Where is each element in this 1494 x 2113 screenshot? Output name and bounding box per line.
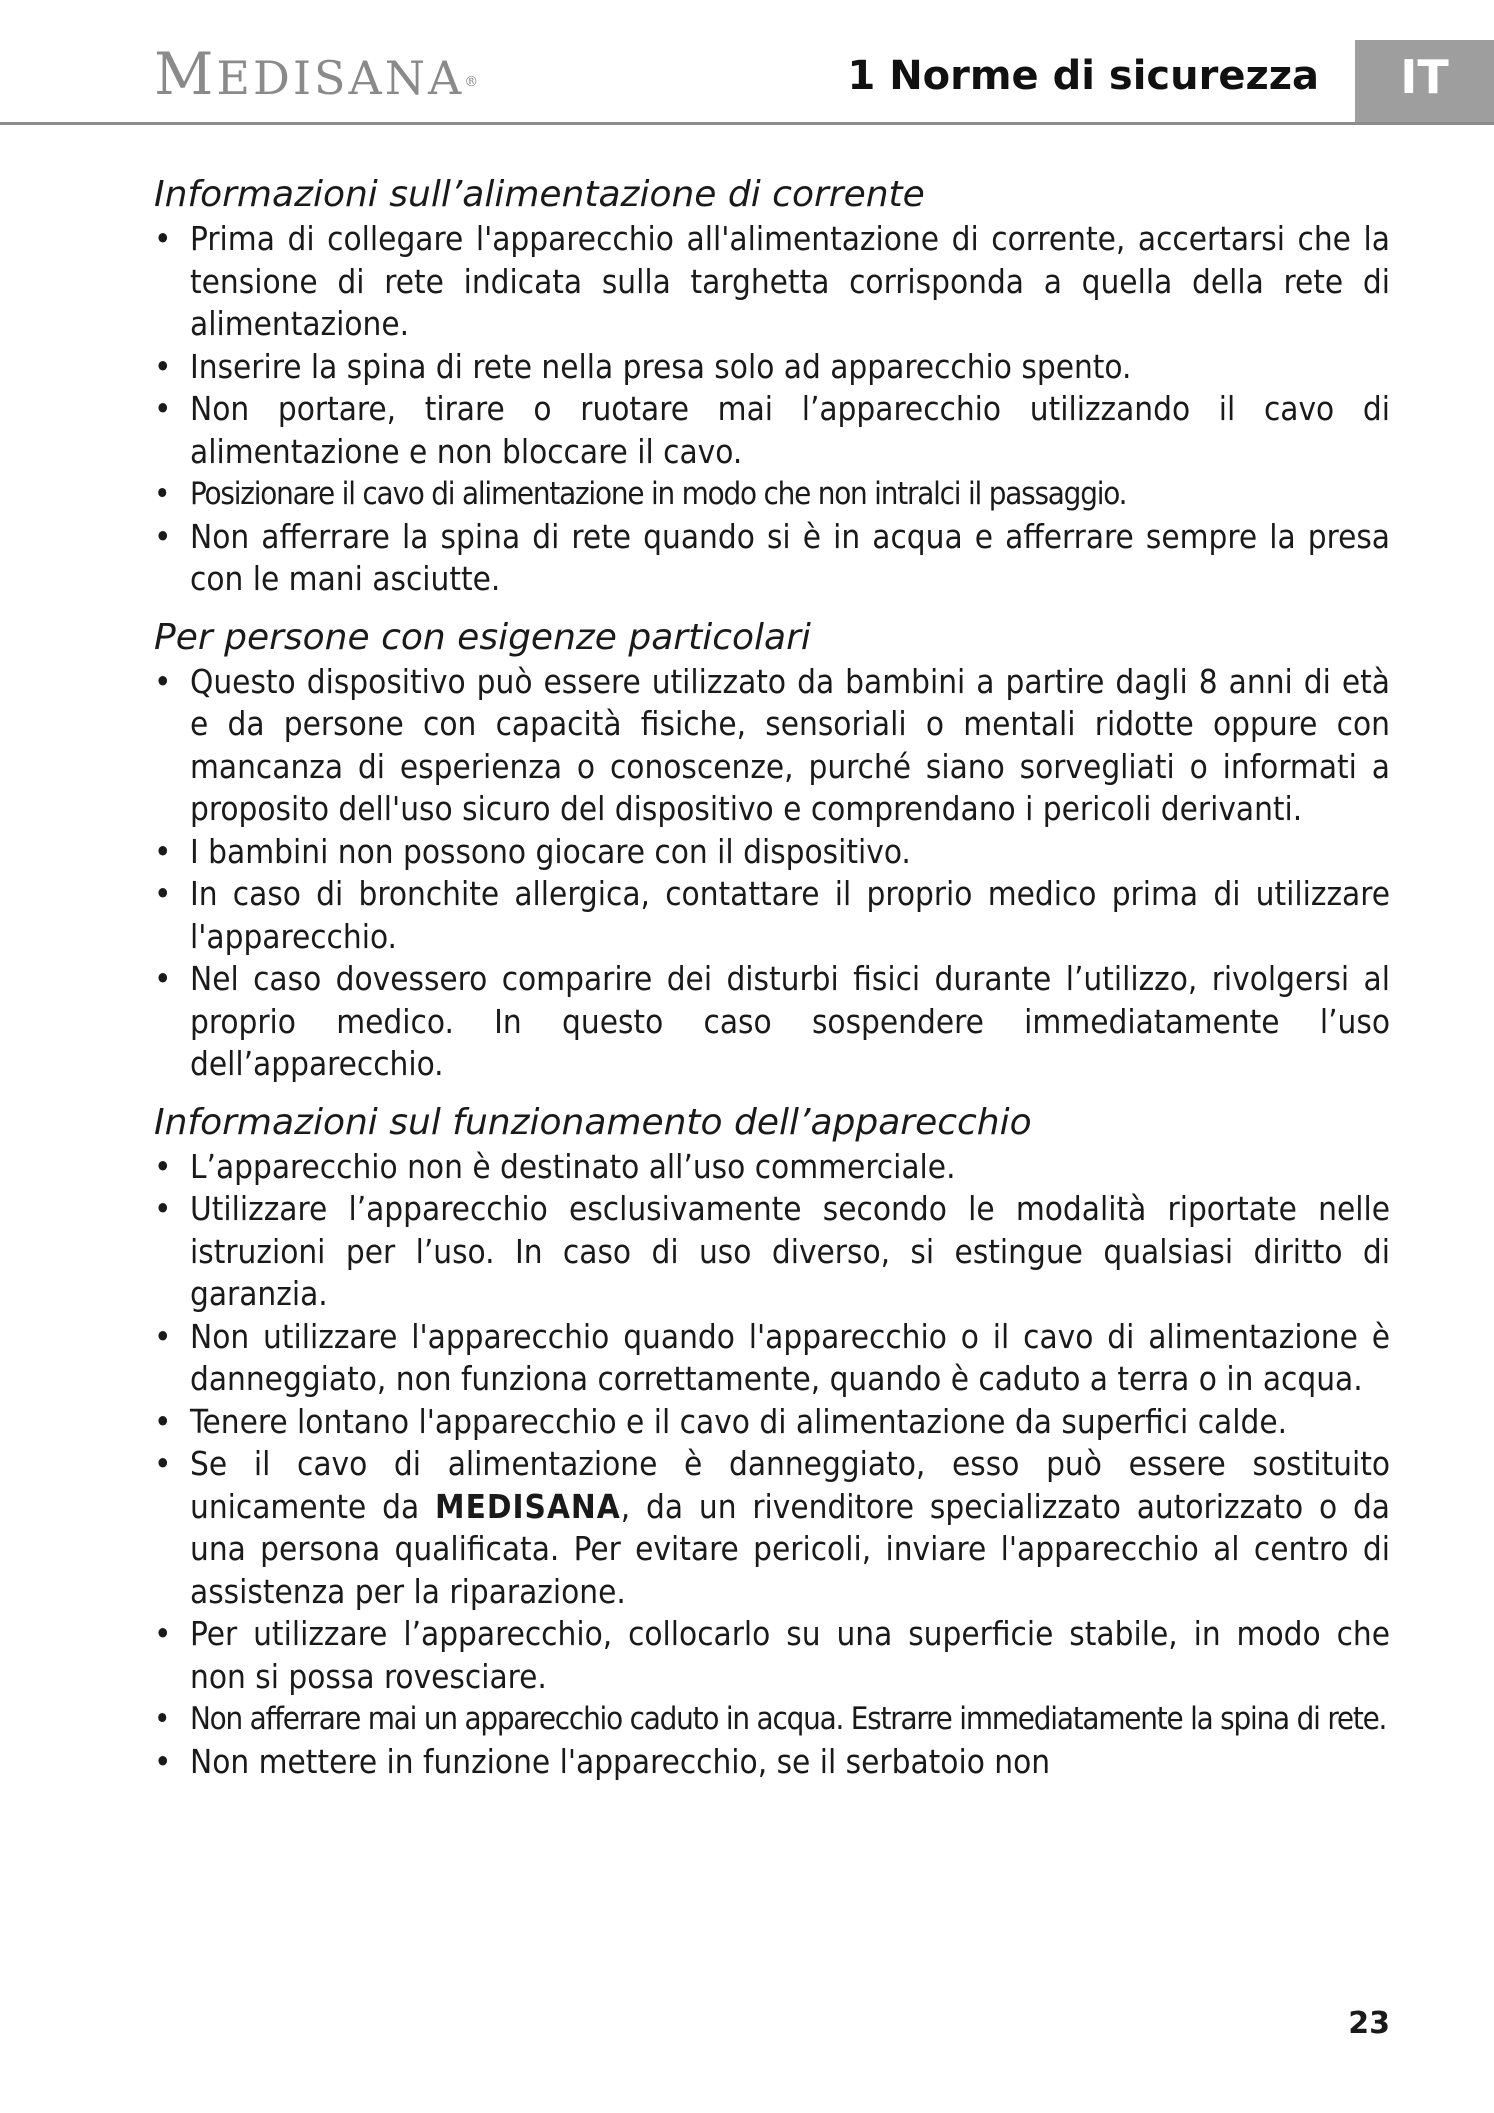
- list-item: • Utilizzare l’apparecchio esclusivamente secondo le modalità riportate nelle istruzioni per l’uso. In caso di uso diverso, si estingue qualsiasi diritto di garanzia.: [154, 1188, 1390, 1316]
- list-item: • Non mettere in funzione l'apparecchio, se il serbatoio non: [154, 1741, 1390, 1784]
- registered-mark: ®: [464, 74, 482, 90]
- bullet-list: [154, 218, 1390, 601]
- header-divider: [0, 122, 1494, 125]
- bullet-list: [154, 1146, 1390, 1784]
- section-title: 1 Norme di sicurezza: [847, 53, 1319, 99]
- logo-initial: M: [154, 40, 217, 108]
- section-heading: Informazioni sull’alimentazione di corrente: [154, 174, 925, 215]
- page-content: [154, 172, 1390, 1797]
- list-item: • L’apparecchio non è destinato all’uso commerciale.: [154, 1146, 1390, 1189]
- list-item: • Nel caso dovessero comparire dei disturbi fisici durante l’utilizzo, rivolgersi al proprio medico. In questo caso sospendere immediatamente l’uso dell’apparecchio.: [154, 958, 1390, 1086]
- list-item: • In caso di bronchite allergica, contattare il proprio medico prima di utilizzare l'apparecchio.: [154, 873, 1390, 958]
- section-heading: Informazioni sul funzionamento dell’apparecchio: [154, 1101, 1032, 1143]
- medisana-logo: [154, 40, 482, 108]
- list-item: • Questo dispositivo può essere utilizzato da bambini a partire dagli 8 anni di età e da persone con capacità fisiche, sensoriali o mentali ridotte oppure con mancanza di esperienza o conoscenze, purché siano sorvegliati o informati a proposito dell'uso sicuro del dispositivo e comprendano i pericoli derivanti.: [154, 661, 1390, 831]
- section-power-supply: [154, 172, 1390, 601]
- logo-rest: EDISANA: [216, 51, 465, 105]
- list-item: • Non portare, tirare o ruotare mai l’apparecchio utilizzando il cavo di alimentazione e non bloccare il cavo.: [154, 388, 1390, 473]
- list-item: • Non afferrare la spina di rete quando si è in acqua e afferrare sempre la presa con le mani asciutte.: [154, 516, 1390, 601]
- section-special-needs: [154, 615, 1390, 1086]
- text-after-brand: , da un rivenditore specializzato autorizzato o da una persona qualificata. Per evitare pericoli, inviare l'apparecchio al centro di assistenza per la riparazione.: [190, 1486, 1390, 1611]
- brand-name: MEDISANA: [435, 1486, 621, 1526]
- section-device-operation: [154, 1100, 1390, 1784]
- list-item: • Per utilizzare l’apparecchio, collocarlo su una superficie stabile, in modo che non si possa rovesciare.: [154, 1613, 1390, 1698]
- list-item: • Prima di collegare l'apparecchio all'alimentazione di corrente, accertarsi che la tensione di rete indicata sulla targhetta corrisponda a quella della rete di alimentazione.: [154, 218, 1390, 346]
- list-item: • Inserire la spina di rete nella presa solo ad apparecchio spento.: [154, 346, 1390, 389]
- page-header: [0, 0, 1494, 127]
- section-heading: Per persone con esigenze particolari: [154, 616, 811, 658]
- list-item-brand: [154, 1443, 1390, 1613]
- page-number: 23: [1348, 2006, 1390, 2041]
- list-item: • Non utilizzare l'apparecchio quando l'apparecchio o il cavo di alimentazione è danneggiato, non funziona correttamente, quando è caduto a terra o in acqua.: [154, 1316, 1390, 1401]
- list-item: • Tenere lontano l'apparecchio e il cavo di alimentazione da superfici calde.: [154, 1401, 1390, 1444]
- bullet-list: [154, 661, 1390, 1086]
- text-before-brand: Se il cavo di alimentazione è danneggiato, esso può essere sostituito unicamente da: [190, 1444, 1390, 1526]
- list-item: • Non afferrare mai un apparecchio caduto in acqua. Estrarre immediatamente la spina di rete.: [154, 1698, 1390, 1741]
- list-item: • Posizionare il cavo di alimentazione in modo che non intralci il passaggio.: [154, 473, 1390, 516]
- list-item: • I bambini non possono giocare con il dispositivo.: [154, 831, 1390, 874]
- language-tab: IT: [1355, 40, 1494, 122]
